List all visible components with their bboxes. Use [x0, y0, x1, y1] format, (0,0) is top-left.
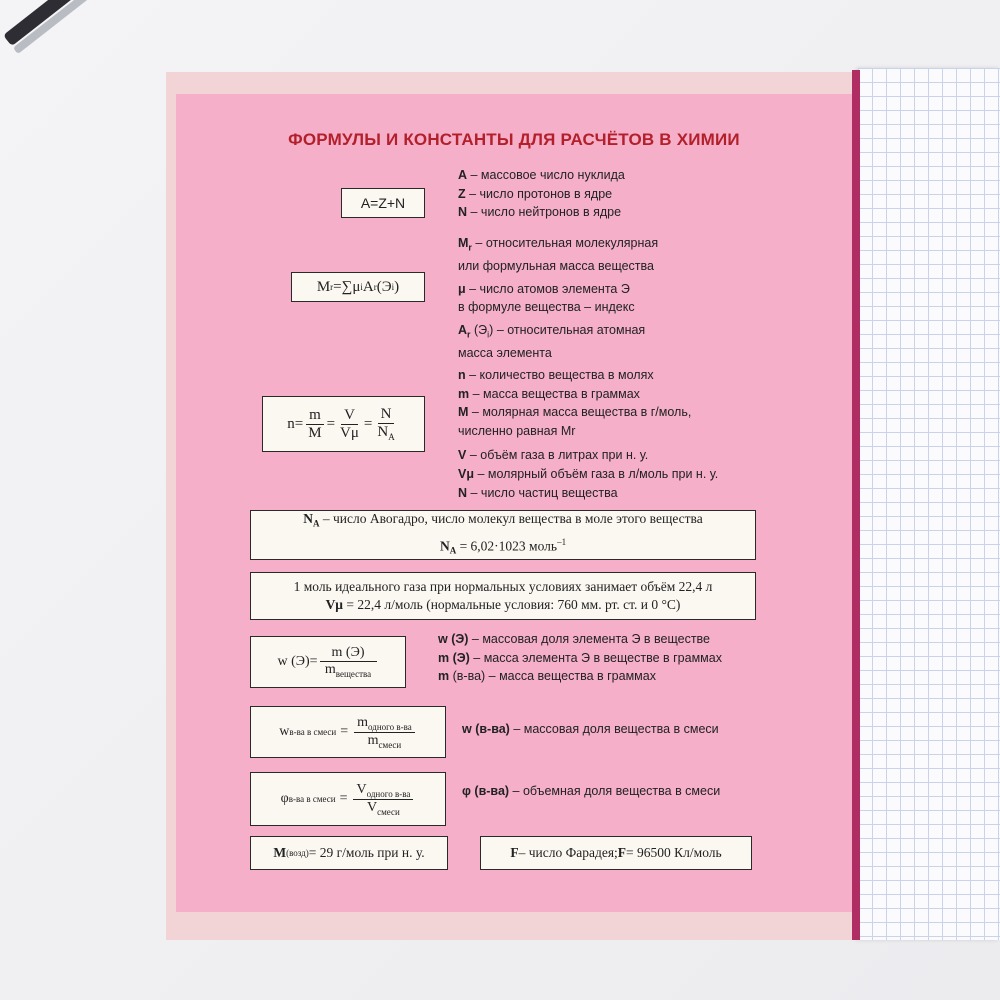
air-molar-mass-box: M (возд) = 29 г/моль при н. у. [250, 836, 448, 870]
mass-number-legend [458, 166, 625, 222]
amount-legend: n – количество вещества в молях m – масса вещества в граммах M – молярная масса вещества в г/моль, численно равная Mr V – объём газа в литрах при н. у. Vμ – молярный объём газа в л/моль при н. у. N – число частиц вещества [458, 368, 719, 500]
notebook-grid-page [858, 68, 1000, 940]
molar-volume-box: 1 моль идеального газа при нормальных условиях занимает объём 22,4 л Vμ = 22,4 л/моль (нормальные условия: 760 мм. рт. ст. и 0 °C) [250, 572, 756, 620]
mass-fraction-legend: w (Э) – массовая доля элемента Э в веществе m (Э) – масса элемента Э в веществе в граммах m (в-ва) – масса вещества в граммах [438, 632, 722, 684]
notebook-spine [852, 70, 860, 940]
legend-line: Z – число протонов в ядре [458, 186, 613, 201]
avogadro-box: $N_A$ – число Авогадро, число молекул вещества в моле этого вещества $N_A = 6,02\cdot 1023$ моль$^{-1}$ [250, 510, 756, 560]
formula-mass-number: A=Z+N [341, 188, 425, 218]
formula-sheet [176, 94, 852, 912]
faraday-box: F – число Фарадея; F = 96500 Кл/моль [480, 836, 752, 870]
formula-mass-fraction-mixture: w в-ва в смеси = $\frac{m_{одного в-ва}}{m_{смеси}}$ [250, 706, 446, 758]
sheet-title: ФОРМУЛЫ И КОНСТАНТЫ ДЛЯ РАСЧЁТОВ В ХИМИИ [288, 130, 740, 149]
legend-line: N – число нейтронов в ядре [458, 205, 622, 220]
volume-fraction-mixture-legend: φ (в-ва) – объемная доля вещества в смеси [462, 784, 721, 798]
formula-volume-fraction-mixture: φ в-ва в смеси = $\frac{V_{одного в-ва}}{V_{смеси}}$ [250, 772, 446, 826]
formula-amount-of-substance: n= $\frac{m}{M}$ = $\frac{V}{V\mu}$ = $\frac{N}{N_A}$ [262, 396, 425, 452]
formula-molar-mass: M r =∑μ i A r (Э i ) [291, 272, 425, 302]
mass-fraction-mixture-legend: w (в-ва) – массовая доля вещества в смеси [462, 722, 719, 736]
formula-mass-fraction: w (Э)= $\frac{m (Э)}{m_{вещества}}$ [250, 636, 406, 688]
molar-mass-legend: $M_r$ – относительная молекулярная или формульная масса вещества μ – число атомов элемента Э в формуле вещества – индекс $A_r$ $(Э_i)$ – относительная атомная масса элемента [458, 236, 659, 360]
legend-line: A – массовое число нуклида [458, 168, 625, 182]
